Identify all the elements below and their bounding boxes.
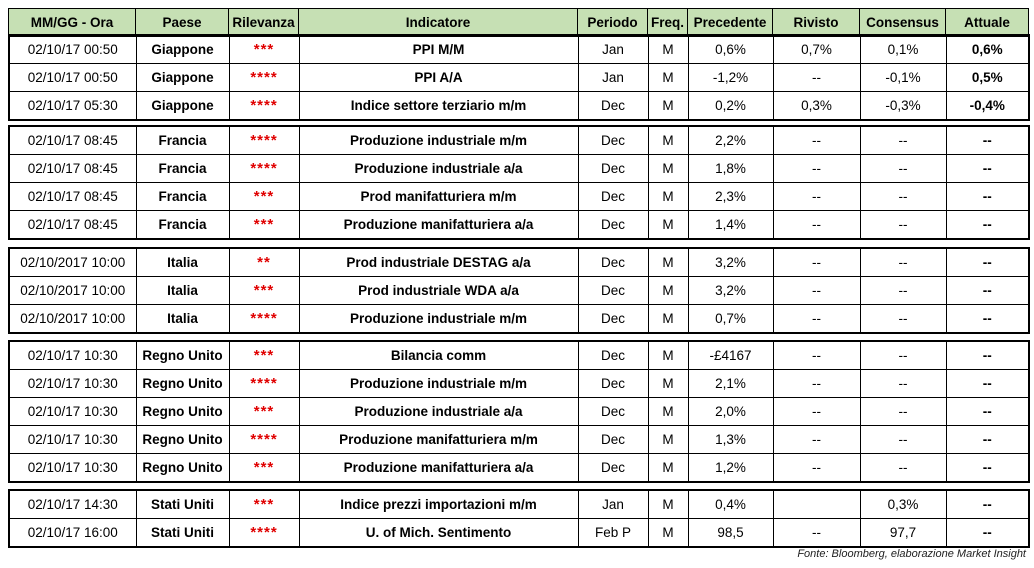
consensus-cell: --	[860, 398, 946, 426]
freq-cell: M	[648, 211, 688, 240]
freq-cell: M	[648, 64, 688, 92]
previous-cell: -1,2%	[688, 64, 773, 92]
previous-cell: -£4167	[688, 341, 773, 370]
actual-cell: 0,5%	[946, 64, 1029, 92]
revised-cell: --	[773, 426, 860, 454]
country-cell: Giappone	[136, 64, 229, 92]
previous-cell: 2,2%	[688, 126, 773, 155]
date-cell: 02/10/17 08:45	[9, 183, 136, 211]
col-header-previous: Precedente	[688, 9, 773, 37]
previous-cell: 1,4%	[688, 211, 773, 240]
date-cell: 02/10/17 16:00	[9, 519, 136, 548]
revised-cell: --	[773, 126, 860, 155]
previous-cell: 3,2%	[688, 248, 773, 277]
col-header-relevance: Rilevanza	[229, 9, 299, 37]
previous-cell: 98,5	[688, 519, 773, 548]
indicator-cell: Indice prezzi importazioni m/m	[299, 490, 578, 519]
period-cell: Dec	[578, 183, 648, 211]
country-cell: Francia	[136, 155, 229, 183]
indicator-cell: Prod industriale WDA a/a	[299, 277, 578, 305]
consensus-cell: --	[860, 211, 946, 240]
table-group	[8, 489, 1030, 548]
table-group	[8, 247, 1030, 334]
table-row	[9, 211, 1029, 240]
table-group	[8, 125, 1030, 240]
table-row	[9, 490, 1029, 519]
relevance-stars: ****	[229, 305, 299, 334]
period-cell: Dec	[578, 248, 648, 277]
indicator-cell: Produzione industriale m/m	[299, 370, 578, 398]
col-header-freq: Freq.	[648, 9, 688, 37]
period-cell: Dec	[578, 126, 648, 155]
period-cell: Dec	[578, 211, 648, 240]
freq-cell: M	[648, 277, 688, 305]
actual-cell: 0,6%	[946, 35, 1029, 64]
country-cell: Regno Unito	[136, 341, 229, 370]
date-cell: 02/10/17 05:30	[9, 92, 136, 121]
period-cell: Dec	[578, 370, 648, 398]
date-cell: 02/10/2017 10:00	[9, 277, 136, 305]
revised-cell: 0,3%	[773, 92, 860, 121]
period-cell: Dec	[578, 426, 648, 454]
previous-cell: 3,2%	[688, 277, 773, 305]
indicator-cell: Produzione manifatturiera m/m	[299, 426, 578, 454]
date-cell: 02/10/17 08:45	[9, 155, 136, 183]
actual-cell: --	[946, 126, 1029, 155]
previous-cell: 2,3%	[688, 183, 773, 211]
date-cell: 02/10/17 10:30	[9, 426, 136, 454]
relevance-stars: ***	[229, 454, 299, 483]
date-cell: 02/10/17 10:30	[9, 398, 136, 426]
revised-cell	[773, 490, 860, 519]
indicator-cell: Produzione industriale a/a	[299, 155, 578, 183]
freq-cell: M	[648, 35, 688, 64]
period-cell: Dec	[578, 454, 648, 483]
table-row	[9, 305, 1029, 334]
relevance-stars: ****	[229, 426, 299, 454]
country-cell: Francia	[136, 211, 229, 240]
revised-cell: --	[773, 305, 860, 334]
actual-cell: -0,4%	[946, 92, 1029, 121]
freq-cell: M	[648, 305, 688, 334]
consensus-cell: 0,3%	[860, 490, 946, 519]
previous-cell: 1,3%	[688, 426, 773, 454]
revised-cell: --	[773, 370, 860, 398]
actual-cell: --	[946, 248, 1029, 277]
country-cell: Stati Uniti	[136, 519, 229, 548]
actual-cell: --	[946, 454, 1029, 483]
revised-cell: --	[773, 155, 860, 183]
consensus-cell: 97,7	[860, 519, 946, 548]
indicator-cell: Produzione manifatturiera a/a	[299, 454, 578, 483]
consensus-cell: --	[860, 426, 946, 454]
relevance-stars: ***	[229, 183, 299, 211]
freq-cell: M	[648, 490, 688, 519]
table-row	[9, 398, 1029, 426]
actual-cell: --	[946, 155, 1029, 183]
table-row	[9, 248, 1029, 277]
freq-cell: M	[648, 183, 688, 211]
date-cell: 02/10/17 10:30	[9, 454, 136, 483]
revised-cell: --	[773, 519, 860, 548]
revised-cell: --	[773, 248, 860, 277]
relevance-stars: ****	[229, 370, 299, 398]
consensus-cell: -0,1%	[860, 64, 946, 92]
period-cell: Dec	[578, 398, 648, 426]
freq-cell: M	[648, 398, 688, 426]
relevance-stars: ***	[229, 211, 299, 240]
indicator-cell: PPI A/A	[299, 64, 578, 92]
previous-cell: 0,7%	[688, 305, 773, 334]
date-cell: 02/10/2017 10:00	[9, 305, 136, 334]
date-cell: 02/10/17 00:50	[9, 64, 136, 92]
country-cell: Regno Unito	[136, 398, 229, 426]
source-note: Fonte: Bloomberg, elaborazione Market Insight	[797, 548, 1026, 560]
freq-cell: M	[648, 519, 688, 548]
period-cell: Dec	[578, 92, 648, 121]
country-cell: Francia	[136, 126, 229, 155]
indicator-cell: Indice settore terziario m/m	[299, 92, 578, 121]
table-row	[9, 277, 1029, 305]
country-cell: Francia	[136, 183, 229, 211]
country-cell: Italia	[136, 248, 229, 277]
relevance-stars: ****	[229, 64, 299, 92]
previous-cell: 0,2%	[688, 92, 773, 121]
date-cell: 02/10/17 10:30	[9, 370, 136, 398]
country-cell: Italia	[136, 277, 229, 305]
revised-cell: --	[773, 64, 860, 92]
date-cell: 02/10/17 14:30	[9, 490, 136, 519]
header-row	[9, 9, 1029, 37]
consensus-cell: --	[860, 183, 946, 211]
consensus-cell: 0,1%	[860, 35, 946, 64]
date-cell: 02/10/17 08:45	[9, 211, 136, 240]
previous-cell: 2,1%	[688, 370, 773, 398]
actual-cell: --	[946, 305, 1029, 334]
freq-cell: M	[648, 341, 688, 370]
actual-cell: --	[946, 183, 1029, 211]
freq-cell: M	[648, 426, 688, 454]
table-row	[9, 64, 1029, 92]
previous-cell: 1,2%	[688, 454, 773, 483]
table-row	[9, 341, 1029, 370]
indicator-cell: PPI M/M	[299, 35, 578, 64]
relevance-stars: ****	[229, 126, 299, 155]
freq-cell: M	[648, 92, 688, 121]
relevance-stars: ***	[229, 277, 299, 305]
col-header-period: Periodo	[578, 9, 648, 37]
freq-cell: M	[648, 454, 688, 483]
previous-cell: 0,4%	[688, 490, 773, 519]
period-cell: Dec	[578, 277, 648, 305]
indicator-cell: Bilancia comm	[299, 341, 578, 370]
actual-cell: --	[946, 341, 1029, 370]
table-row	[9, 92, 1029, 121]
relevance-stars: ****	[229, 519, 299, 548]
previous-cell: 2,0%	[688, 398, 773, 426]
freq-cell: M	[648, 155, 688, 183]
table-row	[9, 454, 1029, 483]
freq-cell: M	[648, 370, 688, 398]
period-cell: Jan	[578, 490, 648, 519]
country-cell: Giappone	[136, 92, 229, 121]
country-cell: Regno Unito	[136, 426, 229, 454]
indicator-cell: Prod manifatturiera m/m	[299, 183, 578, 211]
country-cell: Regno Unito	[136, 370, 229, 398]
relevance-stars: **	[229, 248, 299, 277]
revised-cell: --	[773, 398, 860, 426]
indicator-cell: U. of Mich. Sentimento	[299, 519, 578, 548]
header-table	[8, 8, 1029, 37]
table-row	[9, 426, 1029, 454]
freq-cell: M	[648, 126, 688, 155]
period-cell: Dec	[578, 341, 648, 370]
col-header-country: Paese	[136, 9, 229, 37]
consensus-cell: --	[860, 305, 946, 334]
table-row	[9, 155, 1029, 183]
period-cell: Dec	[578, 155, 648, 183]
date-cell: 02/10/2017 10:00	[9, 248, 136, 277]
period-cell: Jan	[578, 64, 648, 92]
consensus-cell: --	[860, 454, 946, 483]
table-row	[9, 519, 1029, 548]
indicator-cell: Produzione manifatturiera a/a	[299, 211, 578, 240]
date-cell: 02/10/17 10:30	[9, 341, 136, 370]
actual-cell: --	[946, 370, 1029, 398]
indicator-cell: Produzione industriale a/a	[299, 398, 578, 426]
consensus-cell: --	[860, 248, 946, 277]
relevance-stars: ****	[229, 92, 299, 121]
actual-cell: --	[946, 426, 1029, 454]
consensus-cell: --	[860, 126, 946, 155]
consensus-cell: --	[860, 277, 946, 305]
relevance-stars: ***	[229, 398, 299, 426]
relevance-stars: ***	[229, 341, 299, 370]
col-header-date: MM/GG - Ora	[9, 9, 136, 37]
indicator-cell: Produzione industriale m/m	[299, 305, 578, 334]
relevance-stars: ***	[229, 490, 299, 519]
col-header-indicator: Indicatore	[299, 9, 578, 37]
revised-cell: --	[773, 454, 860, 483]
col-header-actual: Attuale	[946, 9, 1029, 37]
actual-cell: --	[946, 277, 1029, 305]
table-row	[9, 126, 1029, 155]
actual-cell: --	[946, 398, 1029, 426]
period-cell: Dec	[578, 305, 648, 334]
table-group	[8, 34, 1030, 121]
col-header-consensus: Consensus	[860, 9, 946, 37]
consensus-cell: --	[860, 155, 946, 183]
col-header-revised: Rivisto	[773, 9, 860, 37]
date-cell: 02/10/17 08:45	[9, 126, 136, 155]
actual-cell: --	[946, 211, 1029, 240]
country-cell: Stati Uniti	[136, 490, 229, 519]
actual-cell: --	[946, 490, 1029, 519]
relevance-stars: ***	[229, 35, 299, 64]
revised-cell: 0,7%	[773, 35, 860, 64]
table-row	[9, 183, 1029, 211]
previous-cell: 1,8%	[688, 155, 773, 183]
country-cell: Italia	[136, 305, 229, 334]
revised-cell: --	[773, 277, 860, 305]
revised-cell: --	[773, 183, 860, 211]
consensus-cell: --	[860, 341, 946, 370]
previous-cell: 0,6%	[688, 35, 773, 64]
consensus-cell: -0,3%	[860, 92, 946, 121]
country-cell: Giappone	[136, 35, 229, 64]
period-cell: Jan	[578, 35, 648, 64]
relevance-stars: ****	[229, 155, 299, 183]
table-row	[9, 370, 1029, 398]
table-group	[8, 340, 1030, 483]
period-cell: Feb P	[578, 519, 648, 548]
consensus-cell: --	[860, 370, 946, 398]
indicator-cell: Produzione industriale m/m	[299, 126, 578, 155]
revised-cell: --	[773, 341, 860, 370]
date-cell: 02/10/17 00:50	[9, 35, 136, 64]
actual-cell: --	[946, 519, 1029, 548]
freq-cell: M	[648, 248, 688, 277]
country-cell: Regno Unito	[136, 454, 229, 483]
table-row	[9, 35, 1029, 64]
indicator-cell: Prod industriale DESTAG a/a	[299, 248, 578, 277]
revised-cell: --	[773, 211, 860, 240]
